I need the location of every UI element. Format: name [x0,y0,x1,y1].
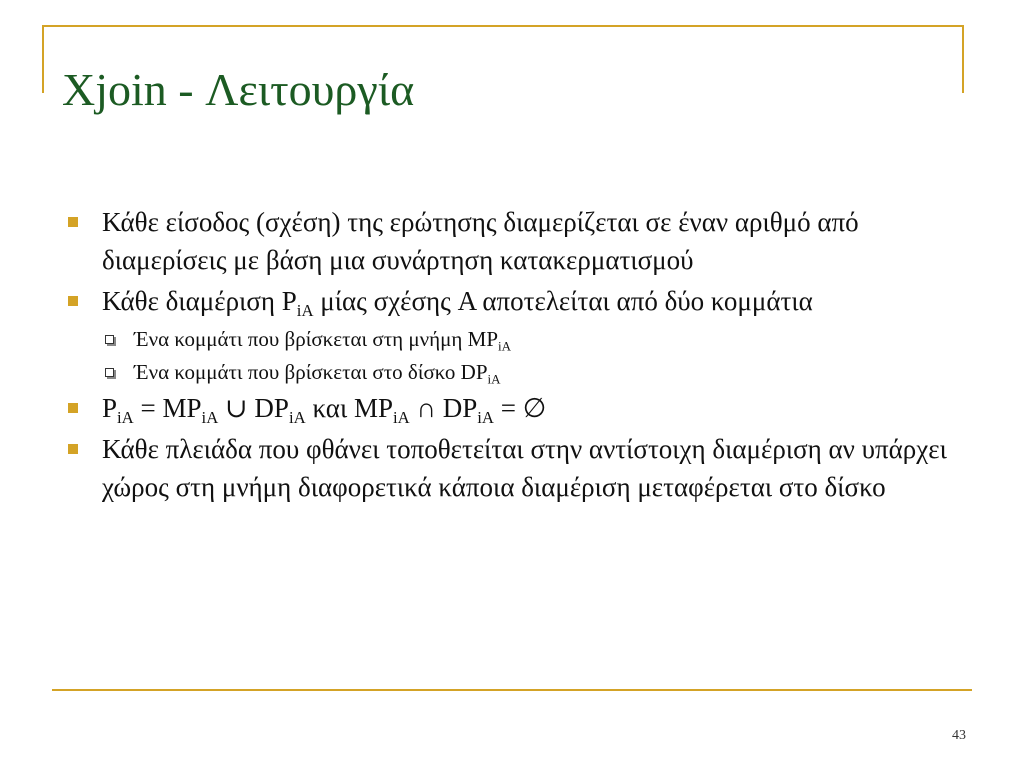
bullet-text-post: μίας σχέσης A αποτελείται από δύο κομμάτια [313,286,813,316]
subbullet-memory-part [64,323,964,355]
subscript: iA [393,407,410,427]
subscript: iA [117,407,134,427]
square-bullet-icon [68,403,78,413]
slide-content [64,203,964,509]
right-frame-line [962,25,964,93]
subbullet-disk-part [64,356,964,388]
subscript: iA [477,407,495,427]
subbullet-text: Ένα κομμάτι που βρίσκεται στο δίσκο DP [134,360,488,384]
subbullet-text: Ένα κομμάτι που βρίσκεται στη μνήμη MP [134,327,498,351]
subscript: iA [487,371,501,387]
square-bullet-icon [68,444,78,454]
bullet-partitioning [64,203,964,279]
formula-part: = MP [133,393,202,423]
page-number: 43 [952,728,966,743]
bullet-formula [64,389,964,427]
footer-line [52,689,972,691]
square-bullet-icon [68,217,78,227]
checkbox-bullet-icon [105,335,114,344]
bullet-text-pre: Κάθε διαμέριση P [102,286,297,316]
subscript: iA [288,407,306,427]
subscript: iA [201,407,219,427]
formula-part: και MP [305,393,393,423]
formula-part: = ∅ [494,393,547,423]
slide-title: Xjoin - Λειτουργία [62,64,415,115]
formula-part: ∪ DP [218,393,289,423]
subscript: iA [498,338,512,354]
bullet-tuple-placement [64,430,964,506]
formula-part: ∩ DP [409,393,478,423]
square-bullet-icon [68,296,78,306]
bullet-text: Κάθε είσοδος (σχέση) της ερώτησης διαμερίζεται σε έναν αριθμό από διαμερίσεις με βάση μια συνάρτηση κατακερματισμού [102,207,859,275]
left-frame-line [42,25,44,93]
formula-part: P [102,393,118,423]
top-frame-line [42,25,964,27]
checkbox-bullet-icon [105,368,114,377]
bullet-partition-parts [64,282,964,320]
bullet-text: Κάθε πλειάδα που φθάνει τοποθετείται στην αντίστοιχη διαμέριση αν υπάρχει χώρος στη μνήμη διαφορετικά κάποια διαμέριση μεταφέρεται στο δίσκο [102,434,947,502]
subscript: iA [296,300,314,320]
